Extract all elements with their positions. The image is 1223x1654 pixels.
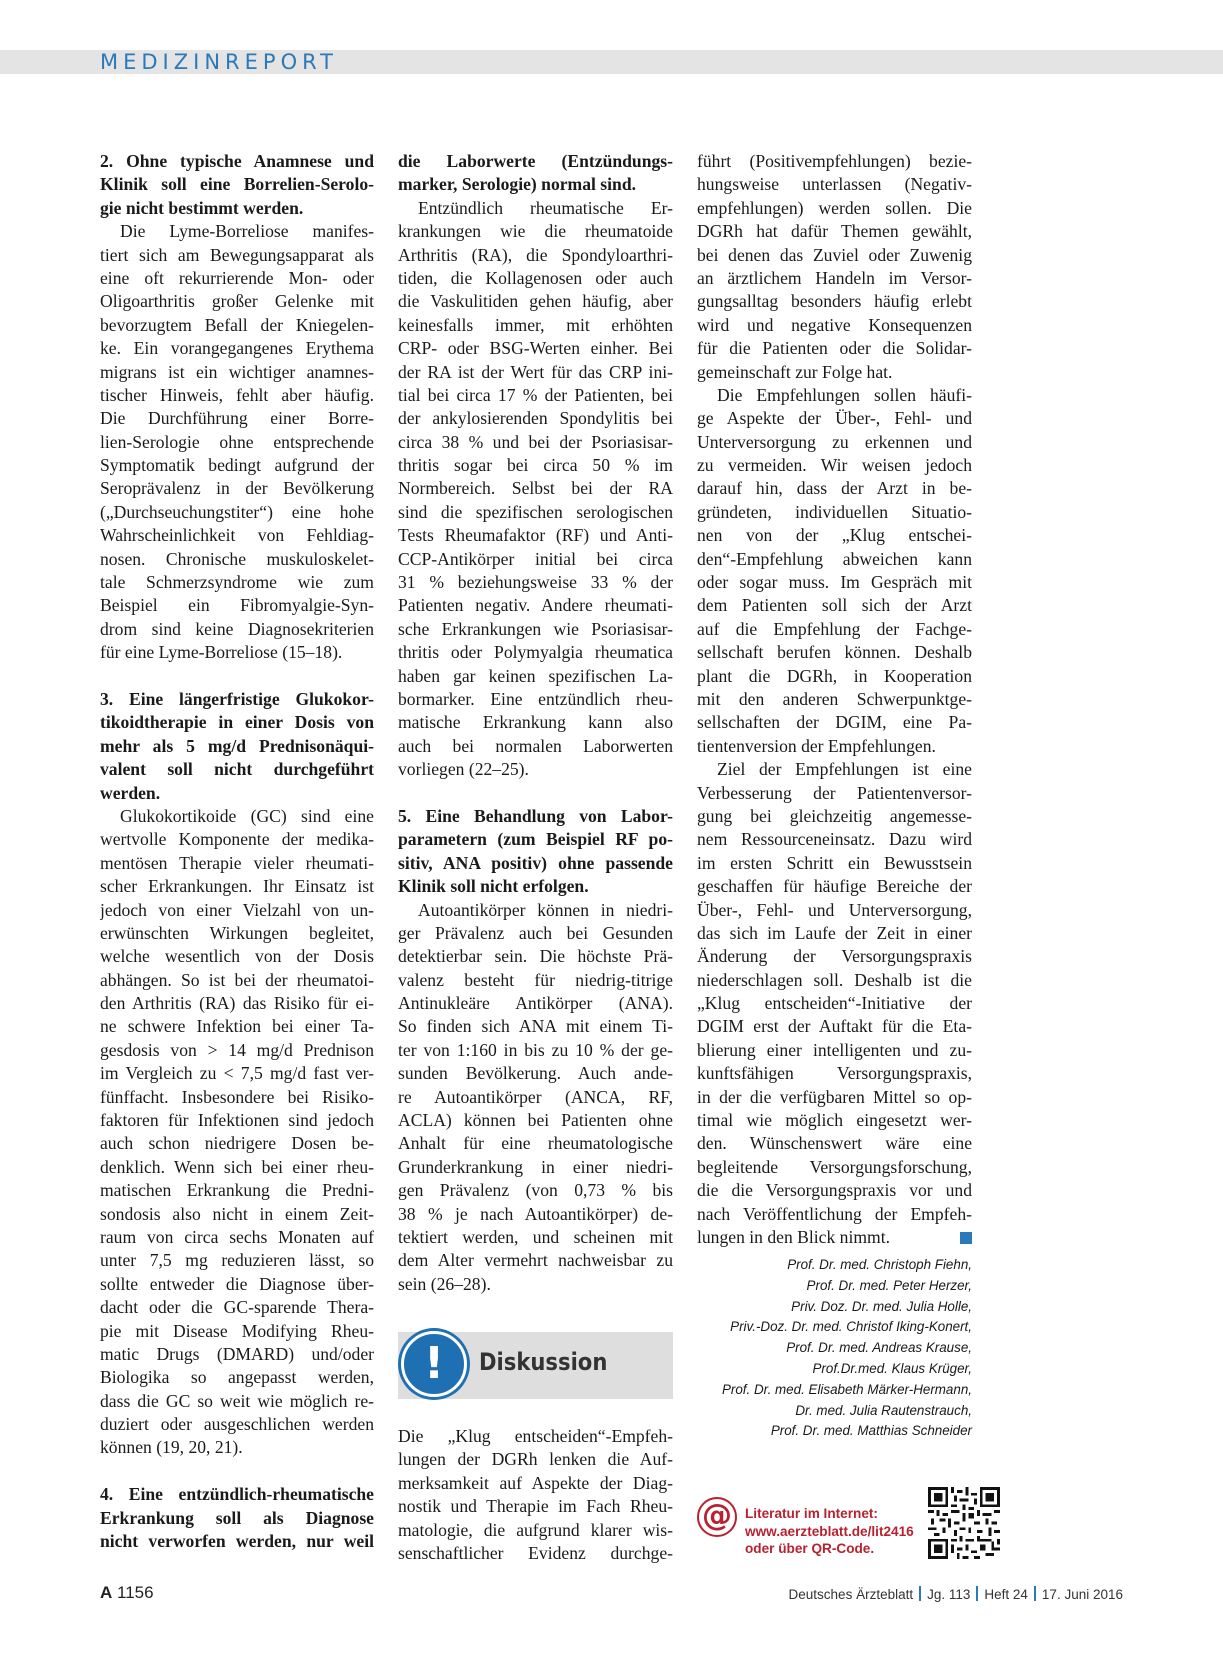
body-text-line: ne schwere Infektion bei einer Ta-	[100, 1016, 374, 1037]
body-text-line: drom sind keine Diagnosekriterien	[100, 618, 374, 639]
author-name: Priv.-Doz. Dr. med. Christof Iking-Konert,	[730, 1319, 972, 1335]
body-text-line: bevorzugtem Befall der Kniegelen-	[100, 314, 374, 335]
body-text-line: Antinukleäre Antikörper (ANA).	[398, 993, 673, 1014]
body-text-line: hungsweise unterlassen (Negativ-	[697, 174, 972, 195]
paragraph-gap	[100, 1460, 374, 1483]
body-text-line: matische Erkrankung kann also	[398, 712, 673, 733]
body-text-line: zu vermeiden. Wir weisen jedoch	[697, 455, 972, 476]
body-text-line: nosen. Chronische muskuloskelet-	[100, 548, 374, 569]
journal-name: Deutsches Ärzteblatt	[788, 1587, 914, 1602]
body-text-line: führt (Positivempfehlungen) bezie-	[697, 151, 972, 171]
body-text-line: dacht oder die GC-sparende Thera-	[100, 1297, 374, 1318]
exclamation-icon: !	[423, 1338, 445, 1389]
authors-list	[697, 1255, 972, 1442]
page-prefix: A	[100, 1583, 113, 1602]
body-text-line: re Autoantikörper (ANCA, RF,	[398, 1086, 673, 1107]
body-text-line: welche wesentlich von der Dosis	[100, 946, 374, 967]
body-text-line: der ankylosierenden Spondylitis bei	[398, 408, 673, 429]
body-text-line: ACLA) können bei Patienten ohne	[398, 1110, 673, 1131]
heading-line: werden.	[100, 782, 161, 803]
body-text-line: Symptomatik bedingt aufgrund der	[100, 455, 374, 476]
body-text-line: matischen Erkrankung die Predni-	[100, 1180, 374, 1201]
body-text-line: Ziel der Empfehlungen ist eine	[717, 759, 972, 780]
body-text-line: auch bei normalen Laborwerten	[398, 735, 673, 756]
body-text-line: tischer Hinweis, fehlt aber häufig.	[100, 384, 374, 405]
body-text-line: Normbereich. Selbst bei der RA	[398, 478, 673, 499]
diskussion-title: Diskussion	[479, 1348, 608, 1376]
body-text-line: denklich. Wenn sich bei einer rheu-	[100, 1156, 374, 1177]
body-text-line: Unterversorgung zu erkennen und	[697, 431, 972, 452]
body-text-line: blierung einer intelligenten und zu-	[697, 1039, 972, 1060]
body-text-line: tale Schmerzsyndrome wie zum	[100, 572, 374, 593]
heading-line: marker, Serologie) normal sind.	[398, 174, 636, 195]
body-text-line: bormarker. Eine entzündlich rheu-	[398, 688, 673, 709]
body-text-line: matologie, die aufgrund klarer wis-	[398, 1519, 673, 1540]
body-text-line: tial bei circa 17 % der Patienten, bei	[398, 384, 673, 405]
body-text-line: keinesfalls immer, mit erhöhten	[398, 314, 673, 335]
body-text-line: ke. Ein vorangegangenes Erythema	[100, 338, 374, 359]
body-text-line: dass die GC so weit wie möglich re-	[100, 1390, 374, 1411]
body-text-line: mentösen Therapie vieler rheumati-	[100, 852, 374, 873]
body-text-line: wertvolle Komponente der medika-	[100, 829, 374, 850]
literature-url[interactable]: www.aerzteblatt.de/lit2416	[745, 1523, 914, 1539]
body-text-line: detektierbar sein. Die höchste Prä-	[398, 946, 673, 967]
paragraph-gap	[398, 782, 673, 805]
body-text-line: („Durchseuchungstiter“) eine hohe	[100, 501, 374, 522]
section-title: MEDIZINREPORT	[100, 50, 338, 74]
body-text-line: können (19, 20, 21).	[100, 1437, 243, 1458]
body-text-line: sollte entweder die Diagnose über-	[100, 1273, 374, 1294]
body-text-line: migrans ist ein wichtiger anamnes-	[100, 361, 374, 382]
body-text-line: valenz besteht für niedrig-titrige	[398, 969, 673, 990]
body-text-line: Die Durchführung einer Borre-	[100, 408, 374, 429]
body-text-line: DGIM erst der Auftakt für die Eta-	[697, 1016, 972, 1037]
body-text-line: empfehlungen) werden sollen. Die	[697, 197, 972, 218]
page-number	[100, 1583, 154, 1603]
author-name: Prof. Dr. med. Peter Herzer,	[806, 1277, 972, 1293]
body-text-line: sind die spezifischen serologischen	[398, 501, 673, 522]
body-text-line: Über-, Fehl- und Unterversorgung,	[697, 899, 972, 920]
body-text-line: senschaftlicher Evidenz durchge-	[398, 1542, 673, 1563]
body-text-line: nostik und Therapie im Fach Rheu-	[398, 1496, 673, 1517]
body-text-line: circa 38 % und bei der Psoriasisar-	[398, 431, 673, 452]
body-text-line: geschaffen für häufige Bereiche der	[697, 876, 972, 897]
body-text-line: bei denen das Zuviel oder Zuwenig	[697, 244, 972, 265]
text-column-1	[100, 150, 374, 1553]
body-text-line: darauf hin, dass der Arzt in be-	[697, 478, 972, 499]
author-name: Dr. med. Julia Rautenstrauch,	[795, 1402, 972, 1418]
heading-line: gie nicht bestimmt werden.	[100, 197, 304, 218]
body-text-line: unter 7,5 mg reduzieren lässt, so	[100, 1250, 374, 1271]
body-text-line: Tests Rheumafaktor (RF) und Anti-	[398, 525, 673, 546]
literature-label: Literatur im Internet:	[745, 1506, 878, 1521]
body-text-line: thritis sogar bei circa 50 % im	[398, 455, 673, 476]
body-text-line: Grunderkrankung in einer niedri-	[398, 1156, 673, 1177]
literature-qr-hint: oder über QR-Code.	[745, 1541, 875, 1556]
footer-divider	[919, 1586, 921, 1601]
body-text-line: lien-Serologie ohne entsprechende	[100, 431, 374, 452]
body-text-line: scher Erkrankungen. Ihr Einsatz ist	[100, 876, 374, 897]
body-text-line: eine oft rekurrierende Mon- oder	[100, 267, 374, 288]
journal-footer	[789, 1586, 1123, 1602]
body-text-line: der RA ist der Wert für das CRP ini-	[398, 361, 673, 382]
body-text-line: Die Lyme-Borreliose manifes-	[120, 221, 374, 242]
body-text-line: auf die Empfehlung der Fachge-	[697, 618, 972, 639]
body-text-line: niederschlagen soll. Deshalb ist die	[697, 969, 972, 990]
body-text-line: wird und negative Konsequenzen	[697, 314, 972, 335]
body-text-line: Autoantikörper können in niedri-	[418, 899, 673, 920]
body-text-line: ter von 1:160 in bis zu 10 % der ge-	[398, 1039, 673, 1060]
body-text-line: CCP-Antikörper initial bei circa	[398, 548, 673, 569]
body-text-line: sondosis also nicht in einem Zeit-	[100, 1203, 374, 1224]
heading-line: Erkrankung soll als Diagnose	[100, 1507, 374, 1528]
body-text-line: dem Patienten soll sich der Arzt	[697, 595, 972, 616]
body-text-line: für eine Lyme-Borreliose (15–18).	[100, 642, 343, 663]
body-text-line: tiert sich am Bewegungsapparat als	[100, 244, 374, 265]
journal-volume: Jg. 113	[927, 1587, 971, 1602]
body-text-line: auch schon niedrigere Dosen be-	[100, 1133, 374, 1154]
body-text-line: nach Veröffentlichung der Empfeh-	[697, 1203, 972, 1224]
body-text-line: begleitende Versorgungsforschung,	[697, 1156, 972, 1177]
footer-divider	[976, 1586, 978, 1601]
page-number-value: 1156	[117, 1583, 154, 1602]
body-text-line: timal wie möglich eingesetzt wer-	[697, 1110, 972, 1131]
body-text-line: Patienten negativ. Andere rheumati-	[398, 595, 673, 616]
body-text-line: Die „Klug entscheiden“-Empfeh-	[398, 1426, 673, 1446]
body-text-line: So finden sich ANA mit einem Ti-	[398, 1016, 673, 1037]
body-text-line: thritis oder Polymyalgia rheumatica	[398, 642, 673, 663]
body-text-line: sein (26–28).	[398, 1273, 491, 1294]
body-text-line: sellschaft berufen können. Deshalb	[697, 642, 972, 663]
body-text-line: ge Aspekte der Über-, Fehl- und	[697, 408, 972, 429]
body-text-line: nem Ressourceneinsatz. Dazu wird	[697, 829, 972, 850]
body-text-line: sunden Bevölkerung. Auch ande-	[398, 1063, 673, 1084]
body-text-line: mit den anderen Schwerpunktge-	[697, 688, 972, 709]
heading-line: valent soll nicht durchgeführt	[100, 759, 374, 780]
heading-line: parametern (zum Beispiel RF po-	[398, 829, 673, 850]
body-text-line: gemeinschaft zur Folge hat.	[697, 361, 893, 382]
body-text-line: Wahrscheinlichkeit von Fehldiag-	[100, 525, 374, 546]
body-text-line: duziert oder ausgeschlichen werden	[100, 1414, 374, 1435]
body-text-line: im ersten Schritt ein Bewusstsein	[697, 852, 972, 873]
body-text-line: Biologika so angepasst werden,	[100, 1367, 374, 1388]
body-text-line: Beispiel ein Fibromyalgie-Syn-	[100, 595, 374, 616]
paragraph-gap	[100, 665, 374, 688]
body-text-line: 31 % beziehungsweise 33 % der	[398, 572, 673, 593]
body-text-line: matic Drugs (DMARD) und/oder	[100, 1343, 374, 1364]
author-name: Prof. Dr. med. Christoph Fiehn,	[787, 1257, 972, 1272]
body-text-line: CRP- oder BSG-Werten einher. Bei	[398, 338, 673, 359]
body-text-line: faktoren für Infektionen sind jedoch	[100, 1110, 374, 1131]
footer-divider	[1034, 1586, 1036, 1601]
body-text-line: Anhalt für eine rheumatologische	[398, 1133, 673, 1154]
heading-line: 4. Eine entzündlich-rheumatische	[100, 1484, 374, 1505]
body-text-line: gungsalltag besonders häufig erlebt	[697, 291, 972, 312]
author-name: Prof.Dr.med. Klaus Krüger,	[812, 1360, 972, 1376]
body-text-line: tiden, die Kollagenosen oder auch	[398, 267, 673, 288]
body-text-line: fünffacht. Insbesondere bei Risiko-	[100, 1086, 374, 1107]
body-text-line: den. Wünschenswert wäre eine	[697, 1133, 972, 1154]
body-text-line: tektiert werden, und scheinen mit	[398, 1226, 673, 1247]
body-text-line: „Klug entscheiden“-Initiative der	[697, 993, 972, 1014]
literature-link[interactable]	[745, 1505, 914, 1558]
heading-line: die Laborwerte (Entzündungs-	[398, 151, 673, 171]
body-text-line: die die Versorgungspraxis vor und	[697, 1180, 972, 1201]
body-text-line: im Vergleich zu < 7,5 mg/d fast ver-	[100, 1063, 374, 1084]
body-text-line: Die Empfehlungen sollen häufi-	[717, 384, 972, 405]
body-text-line: pie mit Disease Modifying Rheu-	[100, 1320, 374, 1341]
heading-line: 2. Ohne typische Anamnese und	[100, 151, 374, 171]
body-text-line: nen von der „Klug entschei-	[697, 525, 972, 546]
body-text-line: dem Alter vermehrt nachweisbar zu	[398, 1250, 673, 1271]
body-text-line: abhängen. So ist bei der rheumatoi-	[100, 969, 374, 990]
body-text-line: Arthritis (RA), die Spondyloarthri-	[398, 244, 673, 265]
heading-line: 5. Eine Behandlung von Labor-	[398, 805, 673, 826]
body-text-line: haben gar keinen spezifischen La-	[398, 665, 673, 686]
qr-code[interactable]	[928, 1487, 1000, 1559]
body-text-line: lungen der DGRh lenken die Auf-	[398, 1449, 673, 1470]
body-text-line: ger Prävalenz auch bei Gesunden	[398, 922, 673, 943]
text-column-2-diskussion	[398, 1425, 673, 1565]
journal-date: 17. Juni 2016	[1041, 1587, 1123, 1602]
journal-issue: Heft 24	[984, 1587, 1028, 1602]
heading-line: 3. Eine längerfristige Glukokor-	[100, 688, 374, 709]
heading-line: Klinik soll eine Borrelien-Serolo-	[100, 174, 374, 195]
body-text-line: tientenversion der Empfehlungen.	[697, 735, 936, 756]
body-text-line: erwünschten Wirkungen begleitet,	[100, 922, 374, 943]
body-text-line: Entzündlich rheumatische Er-	[418, 197, 673, 218]
body-text-line: gesdosis von > 14 mg/d Prednison	[100, 1039, 374, 1060]
body-text-line: gründeten, individuellen Situatio-	[697, 501, 972, 522]
body-text-line: vorliegen (22–25).	[398, 759, 529, 780]
body-text-line: sche Erkrankungen wie Psoriasisar-	[398, 618, 673, 639]
body-text-line: jedoch von einer Vielzahl von un-	[100, 899, 374, 920]
at-sign-icon: @	[697, 1497, 737, 1537]
body-text-line: oder sogar muss. Im Gespräch mit	[697, 572, 972, 593]
end-of-article-mark	[960, 1232, 972, 1244]
body-text-line: Seroprävalenz in der Bevölkerung	[100, 478, 374, 499]
body-text-line: Verbesserung der Patientenversor-	[697, 782, 972, 803]
author-name: Prof. Dr. med. Andreas Krause,	[786, 1340, 972, 1356]
heading-line: Klinik soll nicht erfolgen.	[398, 876, 589, 897]
body-text-line: 38 % je nach Autoantikörper) de-	[398, 1203, 673, 1224]
body-text-line: plant die DGRh, in Kooperation	[697, 665, 972, 686]
body-text-line: DGRh hat dafür Themen gewählt,	[697, 221, 972, 242]
body-text-line: raum von circa sechs Monaten auf	[100, 1226, 374, 1247]
body-text-line: sellschaften der DGIM, eine Pa-	[697, 712, 972, 733]
text-column-3	[697, 150, 972, 1249]
heading-line: mehr als 5 mg/d Prednisonäqui-	[100, 735, 374, 756]
body-text-line: das sich im Laufe der Zeit in einer	[697, 922, 972, 943]
body-text-line: gen Prävalenz (von 0,73 % bis	[398, 1180, 673, 1201]
body-text-line: für die Patienten oder die Solidar-	[697, 338, 972, 359]
body-text-line: kunftsfähigen Versorgungspraxis,	[697, 1063, 972, 1084]
body-text-line: krankungen wie die rheumatoide	[398, 221, 673, 242]
body-text-line: den Arthritis (RA) das Risiko für ei-	[100, 993, 374, 1014]
body-text-line: gung bei gleichzeitig angemesse-	[697, 805, 972, 826]
body-text-line: die Vaskulitiden gehen häufig, aber	[398, 291, 673, 312]
author-name: Prof. Dr. med. Matthias Schneider	[770, 1423, 972, 1439]
body-text-line: Oligoarthritis großer Gelenke mit	[100, 291, 374, 312]
body-text-line	[697, 1226, 972, 1249]
body-text-line: in der die verfügbaren Mittel so op-	[697, 1086, 972, 1107]
heading-line: tikoidtherapie in einer Dosis von	[100, 712, 374, 733]
body-text-line: merksamkeit auf Aspekte der Diag-	[398, 1472, 673, 1493]
body-text-line: an ärztlichem Handeln im Versor-	[697, 267, 972, 288]
body-text-line-content: lungen in den Blick nimmt.	[697, 1226, 891, 1247]
text-column-2	[398, 150, 673, 1296]
heading-line: nicht verworfen werden, nur weil	[100, 1531, 374, 1552]
author-name: Prof. Dr. med. Elisabeth Märker-Hermann,	[721, 1381, 972, 1397]
author-name: Priv. Doz. Dr. med. Julia Holle,	[791, 1298, 972, 1314]
body-text-line: Änderung der Versorgungspraxis	[697, 946, 972, 967]
body-text-line: Glukokortikoide (GC) sind eine	[120, 805, 374, 826]
heading-line: sitiv, ANA positiv) ohne passende	[398, 852, 673, 873]
body-text-line: den“-Empfehlung abweichen kann	[697, 548, 972, 569]
